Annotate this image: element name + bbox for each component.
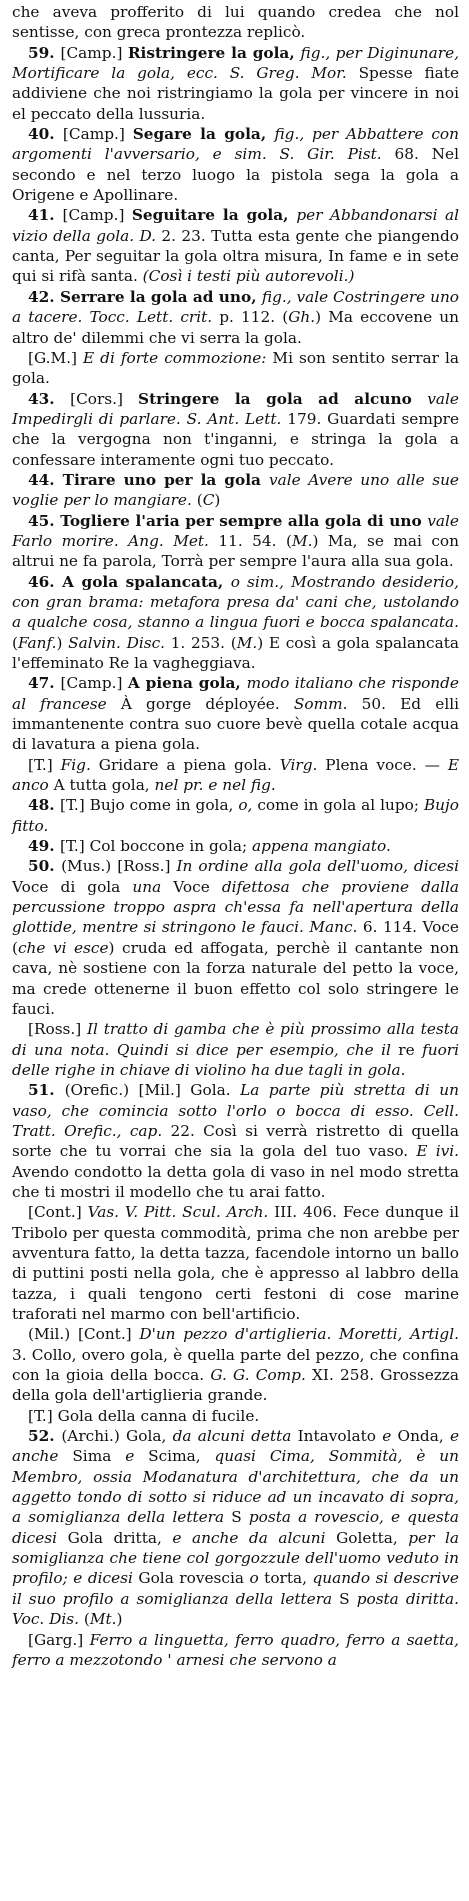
entry-text: Goletta, bbox=[325, 1528, 409, 1547]
entry-italic-text: posta diritta. Voc. Dis. bbox=[12, 1589, 459, 1629]
entry-text: S bbox=[332, 1589, 357, 1608]
entry-italic-text: o sim., Mostrando desiderio, con gran brama: metafora presa da' cani che, ustolando a qualche cosa, stanno a lingua fuori e bocca spalancata. bbox=[12, 572, 459, 632]
entry-italic-text: o bbox=[249, 1569, 259, 1588]
dictionary-entry bbox=[12, 795, 459, 836]
entry-bold-text: 59. bbox=[28, 43, 61, 62]
entry-italic-text: una bbox=[132, 877, 162, 896]
entry-italic-text: Somm. bbox=[293, 694, 348, 713]
entry-text: Plena voce. — bbox=[317, 755, 448, 774]
entry-text: [T.] Col boccone in gola; bbox=[59, 837, 252, 856]
entry-italic-text: fig., per Abbattere con argomenti l'avversario, e sim. S. Gir. Pist. bbox=[12, 125, 459, 164]
entry-text: (Mil.) [Cont.] bbox=[28, 1325, 140, 1344]
dictionary-entry bbox=[12, 572, 459, 674]
entry-italic-text: E ivi. bbox=[416, 1142, 459, 1161]
entry-italic-text: da alcuni detta bbox=[172, 1427, 292, 1446]
entry-text: [Cors.] bbox=[70, 389, 139, 408]
entry-bold-text: Tirare uno per la gola bbox=[62, 470, 269, 489]
entry-italic-text: Il tratto di gamba che è più prossimo alla testa di una nota. Quindi si dice per esempio, che il bbox=[12, 1020, 459, 1059]
entry-italic-text: Virg. bbox=[279, 755, 318, 774]
entry-text: ) E così a gola spalancata l'effeminato Re la vagheggiava. bbox=[12, 633, 459, 672]
entry-text: 22. Così si verrà ristretto di quella sorte che tu vorrai che sia la gola del tuo vaso. bbox=[12, 1121, 459, 1161]
entry-text: [Ross.] bbox=[28, 1020, 87, 1039]
entry-italic-text: e bbox=[382, 1427, 392, 1446]
entry-italic-text: quasi Cima, Sommità, è un Membro, ossia Modanatura d'architettura, che da un aggetto tondo di sotto si riduce ad un incavato di sopra, a somiglianza della lettera bbox=[12, 1447, 459, 1527]
entry-text: ( bbox=[79, 1610, 90, 1629]
entry-italic-text: che vi esce bbox=[17, 938, 109, 957]
entry-bold-text: 41. bbox=[28, 206, 63, 225]
entry-text: Avendo condotto la detta gola di vaso in nel modo stretta che ti mostri il modello che tu arai fatto. bbox=[12, 1162, 459, 1201]
entry-text: 68. Nel secondo e nel terzo luogo la pistola sega la gola a Origene e Apollinare. bbox=[12, 145, 459, 205]
dictionary-entry bbox=[12, 1019, 459, 1080]
dictionary-entry bbox=[12, 348, 459, 389]
entry-italic-text: vale Impedirgli di parlare. S. Ant. Lett. bbox=[12, 389, 459, 428]
entry-italic-text: M. bbox=[291, 531, 313, 550]
entry-bold-text: Togliere l'aria per sempre alla gola di uno bbox=[60, 511, 428, 530]
entry-italic-text: per Abbandonarsi al vizio della gola. D. bbox=[12, 206, 459, 245]
entry-bold-text: Segare la gola, bbox=[132, 125, 275, 144]
entry-text: [Camp.] bbox=[62, 206, 132, 225]
entry-bold-text: 44. bbox=[28, 470, 63, 489]
entry-italic-text: La parte più stretta di un vaso, che comincia sotto l'orlo o bocca di esso. Cell. Tratt. Orefic., cap. bbox=[12, 1081, 459, 1140]
entry-text: [Camp.] bbox=[60, 43, 128, 62]
dictionary-entry bbox=[12, 1202, 459, 1324]
dictionary-entry bbox=[12, 1630, 459, 1671]
entry-text: ( bbox=[191, 491, 203, 510]
dictionary-entry bbox=[12, 755, 459, 796]
entry-text: come in gola al lupo; bbox=[252, 796, 424, 815]
entry-text: [T.] Bujo come in gola, bbox=[60, 796, 239, 815]
entry-text: Voce bbox=[161, 877, 222, 896]
entry-text: 3. Collo, overo gola, è quella parte del pezzo, che confina con la gioia della bocca. bbox=[12, 1345, 459, 1385]
entry-text: (Orefic.) [Mil.] Gola. bbox=[64, 1081, 241, 1100]
entry-italic-text: Vas. V. Pitt. Scul. Arch. bbox=[87, 1203, 269, 1222]
dictionary-entry bbox=[12, 124, 459, 205]
entry-bold-text: 40. bbox=[28, 125, 63, 144]
entry-text: Sima bbox=[58, 1447, 126, 1466]
entry-italic-text: modo italiano che risponde al francese bbox=[12, 674, 459, 713]
entry-bold-text: 43. bbox=[28, 389, 71, 408]
entry-text: re bbox=[390, 1040, 423, 1059]
dictionary-entry bbox=[12, 287, 459, 348]
entry-text: XI. 258. Grossezza della gola dell'artiglieria grande. bbox=[12, 1366, 459, 1405]
entry-text: [T.] bbox=[28, 755, 61, 774]
entry-text: A tutta gola, bbox=[48, 776, 155, 795]
entry-text: 11. 54. ( bbox=[208, 531, 292, 550]
entry-bold-text: 47. bbox=[28, 674, 61, 693]
entry-italic-text: e anche da alcuni bbox=[172, 1528, 326, 1547]
entry-text: 179. Guardati sempre che la vergogna non t'inganni, e stringa la gola a confessare interamente ogni tuo peccato. bbox=[12, 409, 460, 469]
entry-text: À gorge déployée. bbox=[106, 694, 294, 713]
entry-text: (Archi.) Gola, bbox=[61, 1427, 173, 1446]
entry-italic-text: vale Farlo morire. Ang. Met. bbox=[12, 511, 459, 550]
dictionary-entry bbox=[12, 673, 459, 754]
entry-italic-text: (Così i testi più autorevoli.) bbox=[142, 267, 355, 286]
entry-text: [Cont.] bbox=[28, 1203, 88, 1222]
entry-italic-text: quando si descrive il suo profilo a somiglianza della lettera bbox=[12, 1569, 459, 1608]
dictionary-entry bbox=[12, 205, 459, 286]
entry-italic-text: Ferro a linguetta, ferro quadro, ferro a saetta, ferro a mezzotondo bbox=[12, 1630, 459, 1669]
entry-text: che aveva profferito di lui quando credea che nol sentisse, con greca prontezza replicò. bbox=[12, 3, 459, 42]
entry-italic-text: M. bbox=[236, 633, 258, 652]
entry-bold-text: 51. bbox=[28, 1081, 65, 1100]
entry-italic-text: nel pr. e nel fig. bbox=[154, 776, 276, 795]
dictionary-entry bbox=[12, 856, 459, 1019]
entry-text: ) cruda ed affogata, perchè il cantante non cava, nè sostiene con la forza naturale del petto la voce, ma crede ottenerne il buon effetto col solo stringere le fauci. bbox=[12, 938, 459, 1018]
entry-italic-text: posta a rovescio, e questa dicesi bbox=[12, 1508, 459, 1547]
entry-text: [G.M.] bbox=[28, 348, 83, 367]
dictionary-entry bbox=[12, 836, 459, 856]
entry-italic-text: difettosa che proviene dalla percussione troppo aspra ch'essa fa nell'apertura della glottide, mentre si stringono le fauci. Manc. bbox=[12, 877, 459, 937]
entry-italic-text: fig., per Diginunare, Mortificare la gola, ecc. S. Greg. Mor. bbox=[12, 43, 459, 83]
entry-text: ) Ma eccovene un altro de' dilemmi che vi serra la gola. bbox=[12, 308, 459, 347]
dictionary-entry bbox=[12, 1406, 459, 1426]
entry-text: Spesse fiate addiviene che noi ristringiamo la gola per vincere in noi el peccato della lussuria. bbox=[12, 64, 459, 123]
entry-bold-text: 50. bbox=[28, 857, 62, 876]
dictionary-entry bbox=[12, 389, 459, 470]
entry-bold-text: Stringere la gola ad alcuno bbox=[138, 389, 428, 408]
dictionary-entry bbox=[12, 1324, 459, 1405]
entry-italic-text: Fig. bbox=[60, 755, 91, 774]
entry-italic-text: C bbox=[202, 491, 215, 510]
entry-italic-text: appena mangiato. bbox=[252, 837, 391, 856]
entry-text: [Camp.] bbox=[62, 125, 133, 144]
entry-italic-text: arnesi che servono a bbox=[176, 1650, 337, 1669]
entry-text: S bbox=[224, 1508, 249, 1527]
entry-text: III. 406. Fece dunque il Tribolo per questa commodità, prima che non arebbe per avventura fatto, la detta tazza, facendole intorno un ballo di puttini posti nella gola, che è appresso al labbro della tazza, i quali tengono certi festoni di cose marine traforati nel marmo con bell'artificio. bbox=[12, 1203, 459, 1323]
dictionary-entry bbox=[12, 1080, 459, 1202]
dictionary-entry bbox=[12, 470, 459, 511]
entry-text: ) Ma, se mai con altrui ne fa parola, Torrà per sempre l'aura alla sua gola. bbox=[12, 531, 459, 571]
entry-text: Gola dritta, bbox=[57, 1528, 173, 1547]
entry-italic-text: Fanf. bbox=[17, 633, 57, 652]
entry-text: 6. 114. Voce ( bbox=[12, 918, 459, 957]
entry-italic-text: Salvin. Disc. bbox=[68, 633, 166, 652]
entry-text: (Mus.) [Ross.] bbox=[61, 857, 177, 876]
entry-text: Voce di gola bbox=[12, 877, 133, 896]
entry-text: 50. Ed elli immantenente contra suo cuore bevè quella cotale acqua di lavatura a piena gola. bbox=[12, 694, 459, 754]
entry-bold-text: A gola spalancata, bbox=[62, 572, 231, 591]
entry-bold-text: 45. bbox=[28, 511, 61, 530]
entry-italic-text: per la somiglianza che tiene col gorgozzule dell'uomo veduto in profilo; e dicesi bbox=[12, 1528, 459, 1588]
entry-italic-text: Mt. bbox=[89, 1610, 117, 1629]
entry-text: ( bbox=[12, 633, 18, 652]
entry-text: ) bbox=[116, 1610, 123, 1629]
entry-italic-text: Bujo fitto. bbox=[12, 796, 459, 835]
entry-text: Scima, bbox=[134, 1447, 215, 1466]
entry-text: [Garg.] bbox=[28, 1630, 90, 1649]
entry-text: Onda, bbox=[391, 1427, 450, 1446]
entry-text: 1. 253. ( bbox=[165, 633, 237, 652]
entry-italic-text: In ordine alla gola dell'uomo, dicesi bbox=[176, 857, 459, 876]
entry-italic-text: fig., vale Costringere uno a tacere. Tocc. Lett. crit. bbox=[12, 287, 460, 327]
entry-bold-text: 42. bbox=[28, 287, 60, 306]
entry-text: ' bbox=[162, 1650, 177, 1669]
entry-text: [T.] Gola della canna di fucile. bbox=[28, 1406, 260, 1425]
entry-bold-text: 46. bbox=[28, 572, 63, 591]
entry-text: p. 112. ( bbox=[212, 308, 289, 327]
entry-bold-text: 52. bbox=[28, 1427, 62, 1446]
entry-italic-text: e anche bbox=[12, 1427, 459, 1466]
entry-bold-text: Serrare la gola ad uno, bbox=[59, 287, 262, 306]
entry-text: 2. 23. Tutta esta gente che piangendo canta, Per seguitar la gola oltra misura, In fame e in sete qui si rifà santa. bbox=[12, 226, 459, 286]
dictionary-entry bbox=[12, 1426, 459, 1629]
entry-bold-text: 49. bbox=[28, 837, 60, 856]
dictionary-entry bbox=[12, 43, 459, 124]
entry-text: Intavolato bbox=[291, 1427, 383, 1446]
entry-italic-text: vale Avere uno alle sue voglie per lo mangiare. bbox=[12, 470, 459, 510]
entry-bold-text: Seguitare la gola, bbox=[131, 206, 297, 225]
entry-italic-text: fuori delle righe in chiave di violino ha due tagli in gola. bbox=[12, 1040, 459, 1079]
entry-italic-text: E anco bbox=[12, 755, 459, 795]
entry-text: ) bbox=[56, 633, 69, 652]
entry-italic-text: G. G. Comp. bbox=[210, 1366, 306, 1385]
entry-bold-text: A piena gola, bbox=[127, 674, 247, 693]
entry-italic-text: E di forte commozione: bbox=[83, 348, 267, 367]
entry-text: Mi son sentito serrar la gola. bbox=[12, 348, 459, 388]
dictionary-entry bbox=[12, 511, 459, 572]
entry-italic-text: D'un pezzo d'artiglieria. Moretti, Artigl. bbox=[139, 1325, 459, 1344]
entry-italic-text: Gh. bbox=[288, 308, 316, 327]
entry-bold-text: 48. bbox=[28, 796, 60, 815]
entry-text: Gridare a piena gola. bbox=[90, 755, 280, 774]
entry-text: torta, bbox=[258, 1569, 313, 1588]
entry-bold-text: Ristringere la gola, bbox=[127, 43, 301, 62]
entry-italic-text: o, bbox=[238, 796, 253, 815]
dictionary-entry bbox=[12, 2, 459, 43]
entry-text: Gola rovescia bbox=[132, 1569, 250, 1588]
entry-text: [Camp.] bbox=[60, 674, 128, 693]
entry-text: ) bbox=[214, 491, 221, 510]
entry-italic-text: e bbox=[125, 1447, 135, 1466]
